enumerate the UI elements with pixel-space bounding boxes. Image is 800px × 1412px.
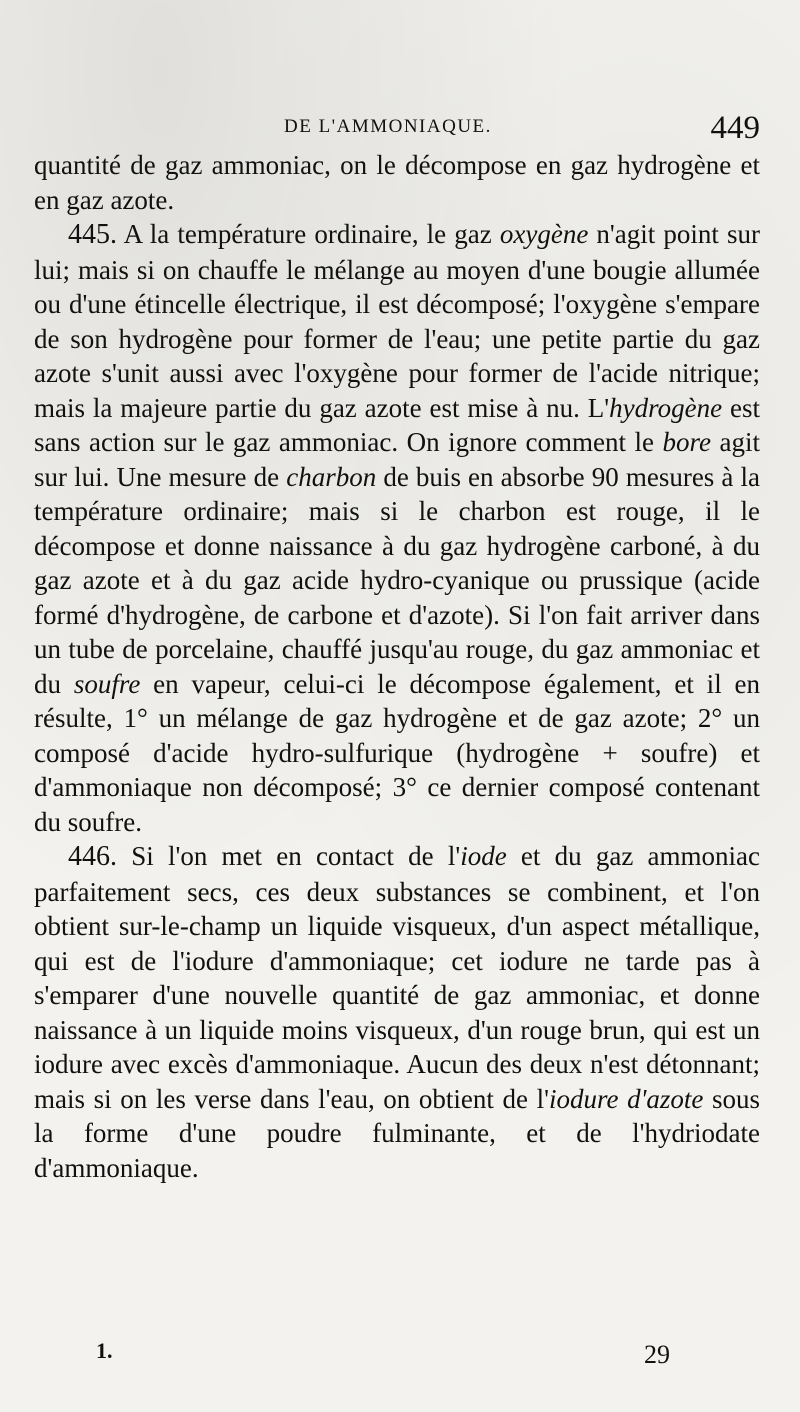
text-run: agit sur lui. Une mesure de [34,427,760,492]
text-run: quantité de gaz ammoniac, on le décompose en gaz hydrogène et en gaz azote. [34,150,760,215]
text-run: sous la forme d'une poudre fulminante, et de l'hydriodate d'ammoniaque. [34,1083,760,1183]
paragraph [34,217,760,839]
paragraph-number: 445. [68,219,117,250]
page-number: 449 [710,110,760,146]
paragraph [34,148,760,217]
sheet-number: 29 [644,1340,670,1369]
running-head: DE L'AMMONIAQUE. [284,116,492,137]
text-run: de buis en absorbe 90 mesures à la température ordinaire; mais si le charbon est rouge, il le décompose et donne naissance à du gaz hydrogène carboné, à du gaz azote et à du gaz acide hydro-cyanique ou prussique (acide formé d'hydrogène, de carbone et d'azote). Si l'on fait arriver dans un tube de porcelaine, chauffé jusqu'au rouge, du gaz ammoniac et du [34,461,760,699]
text-run: et du gaz ammoniac parfaitement secs, ces deux substances se combinent, et l'on obtient sur-le-champ un liquide visqueux, d'un aspect métallique, qui est de l'iodure d'ammoniaque; cet iodure ne tarde pas à s'emparer d'une nouvelle quantité de gaz ammoniac, et donne naissance à un liquide moins visqueux, d'un rouge brun, qui est un iodure avec excès d'ammoniaque. Aucun des deux n'est détonnant; mais si on les verse dans l'eau, on obtient de l' [34,841,760,1114]
paragraph-number: 446. [68,841,117,872]
paragraph [34,839,760,1185]
text-run: Si l'on met en contact de l' [117,841,461,871]
italic-term: soufre [73,668,141,699]
italic-term: iodure d'azote [548,1083,704,1114]
italic-term: oxygène [499,219,589,249]
text-run: est sans action sur le gaz ammoniac. On ignore comment le [34,392,760,457]
body-text [34,148,760,1185]
page-footer [34,1338,760,1378]
italic-term: hydrogène [609,392,723,423]
text-run: A la température ordinaire, le gaz [117,219,500,249]
italic-term: bore [662,427,712,457]
italic-term: charbon [286,461,377,492]
page-header [34,112,760,152]
italic-term: iode [460,841,507,871]
text-run: en vapeur, celui-ci le décompose également, et il en résulte, 1° un mélange de gaz hydrogène et de gaz azote; 2° un composé d'acide hydro-sulfurique (hydrogène + soufre) et d'ammoniaque non décomposé; 3° ce dernier composé contenant du soufre. [34,668,761,837]
text-run: n'agit point sur lui; mais si on chauffe le mélange au moyen d'une bougie allumée ou d'une étincelle électrique, il est décomposé; l'oxygène s'empare de son hydrogène pour former de l'eau; une petite partie du gaz azote s'unit aussi avec l'oxygène pour former de l'acide nitrique; mais la majeure partie du gaz azote est mise à nu. L' [34,219,760,423]
signature-mark: 1. [96,1338,113,1363]
